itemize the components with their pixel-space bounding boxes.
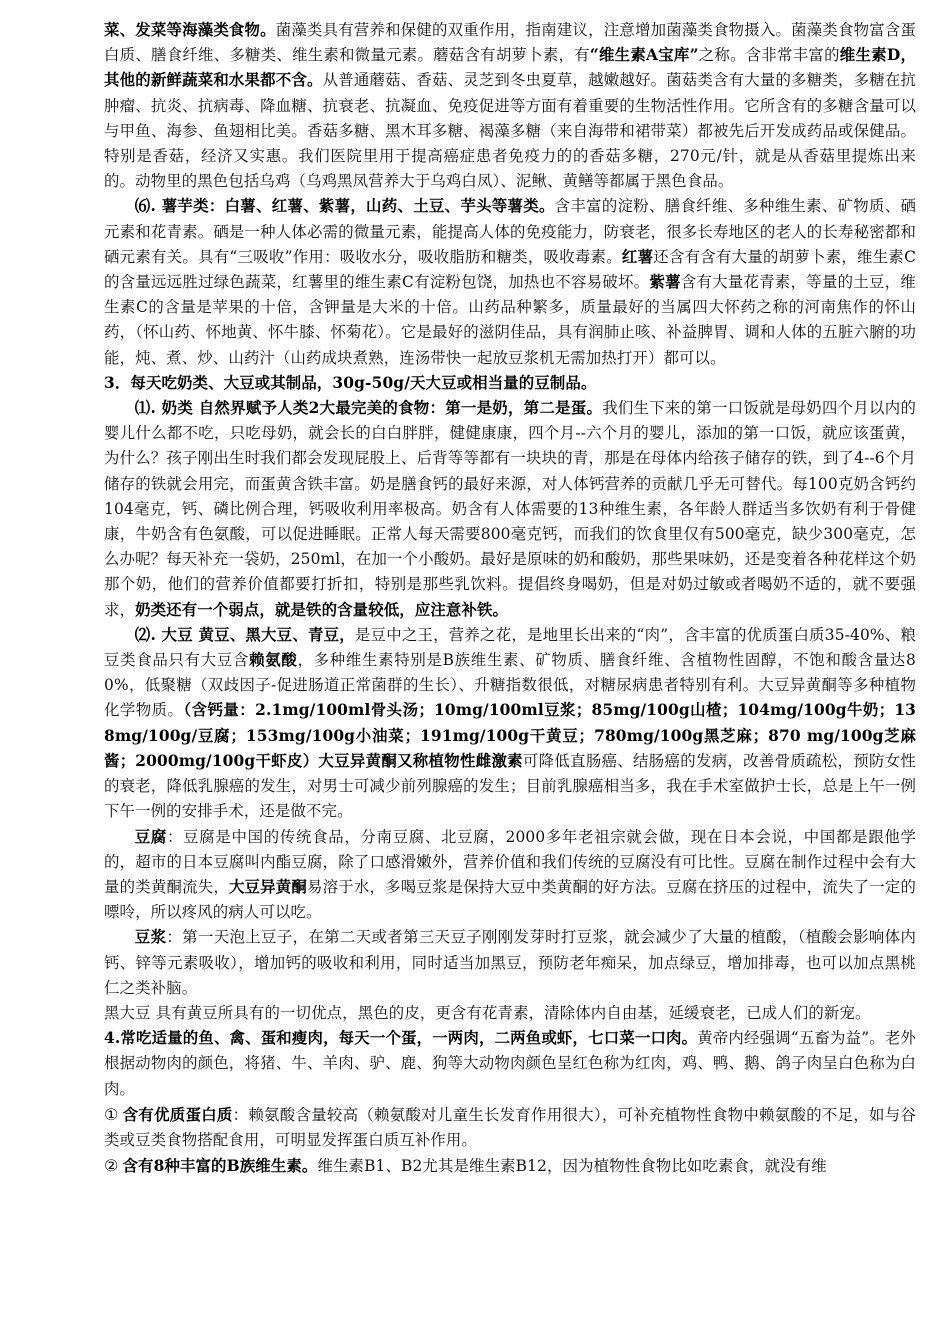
body-text: ：第一天泡上豆子，在第二天或者第三天豆子刚刚发芽时打豆浆，就会减少了大量的植酸，（植酸会影响体内钙、锌等元素吸收），增加钙的吸收和利用，同时适当加黑豆，预防老年痴呆，加点绿豆，增加排毒，也可以加点黑桃仁之类补脑。 (104, 928, 916, 997)
bold-text: “维生素A宝库” (589, 46, 699, 65)
bold-text: 含有优质蛋白质 (122, 1105, 233, 1124)
body-text: 之称。含非常丰富的 (698, 46, 840, 65)
body-text: 从普通蘑菇、香菇、灵芝到冬虫夏草，越嫩越好。菌菇类含有大量的多糖类，多糖在抗肿瘤、抗炎、抗病毒、降血糖、抗衰老、抗凝血、免疫促进等方面有着重要的生物活性作用。它所含有的多糖含量可以与甲鱼、海参、鱼翅相比美。香菇多糖、黑木耳多糖、褐藻多糖（来自海带和裙带菜）都被先后开发成药品或保健品。特别是香菇，经济又实惠。我们医院里用于提高癌症患者免疫力的的香菇多糖，270元/针，就是从香菇里提炼出来的。动物里的黑色包括乌鸡（乌鸡黑凤营养大于乌鸡白凤）、泥鳅、黄鳝等都属于黑色食品。 (104, 71, 916, 191)
heading-3 (104, 371, 916, 396)
body-text: 还含有含有大量的胡萝卜素，维生素C的含量远远胜过绿色蔬菜，红薯里的维生素C有淀粉包饶，加热也不容易破坏。 (104, 247, 916, 292)
bold-text: ⑵. 大豆 黄豆、黑大豆、青豆， (134, 625, 355, 644)
list-marker: ② (104, 1156, 119, 1176)
list-marker: ① (104, 1104, 119, 1124)
bold-text: 豆浆 (134, 928, 167, 947)
body-text: ，多种维生素特别是B族维生素、矿物质、膳食纤维、含植物性固醇，不饱和酸含量达80%，低聚糖（双歧因子-促进肠道正常菌群的生长）、升糖指数很低，对糖尿病患者特别有利。大豆异黄酮等多种植物化学物质。 (104, 651, 917, 720)
bold-text: 紫薯 (649, 273, 681, 292)
para-tofu (104, 825, 916, 926)
body-text: 易溶于水，多喝豆浆是保持大豆中类黄酮的好方法。豆腐在挤压的过程中，流失了一定的嘌呤，所以疼风的病人可以吃。 (104, 877, 916, 922)
document-page (104, 18, 916, 1179)
bold-text: 菜、发菜等海藻类食物。 (104, 21, 276, 39)
body-text: 黄帝内经强调“五畜为益”。老外根据动物肉的颜色，将猪、牛、羊肉、驴、鹿、狗等大动物肉颜色呈红色称为红肉，鸡、鸭、鹅、鸽子肉呈白色称为白肉。 (104, 1029, 916, 1098)
bold-text: 红薯 (621, 247, 654, 266)
body-text: 我们生下来的第一口饭就是母奶四个月以内的婴儿什么都不吃，只吃母奶，就会长的白白胖胖，健健康康，四个月--六个月的婴儿，添加的第一口饭，就应该蛋黄，为什么？孩子刚出生时我们都会发现屁股上、后背等等都有一块块的青，那是在母体内给孩子储存的铁，到了4--6个月储存的铁就会用完，而蛋黄含铁丰富。奶是膳食钙的最好来源，对人体钙营养的贡献几乎无可替代。每100克奶含钙约104毫克，钙、磷比例合理，钙吸收利用率极高。奶含有人体需要的13种维生素，各年龄人群适当多饮奶有利于骨健康，牛奶含有色氨酸，可以促进睡眠。正常人每天需要800毫克钙，而我们的饮食里仅有500毫克，缺少300毫克，怎么办呢？每天补充一袋奶，250ml，在加一个小酸奶。最好是原味的奶和酸奶，那些果味奶，还是变着各种花样这个奶那个奶，他们的营养价值都要打折扣，特别是那些乳饮料。提倡终身喝奶，但是对奶过敏或者喝奶不适的，就不要强求， (104, 399, 916, 619)
bold-text: 赖氨酸 (249, 651, 298, 670)
para-soy (104, 623, 916, 825)
body-text: ：豆腐是中国的传统食品，分南豆腐、北豆腐，2000多年老祖宗就会做，现在日本会说，中国都是跟他学的，超市的日本豆腐叫内酯豆腐，除了口感滑嫩外，营养价值和我们传统的豆腐没有可比性。豆腐在制作过程中会有大量的类黄酮流失， (104, 827, 916, 896)
para-algae (104, 18, 916, 194)
bold-text: （含钙量：2.1mg/100ml骨头汤；10mg/100ml豆浆；85mg/100g山楂；104mg/100g牛奶；138mg/100g/豆腐；153mg/100g小油菜；191mg/100g干黄豆；780mg/100g黑芝麻；870 mg/100g芝麻酱；2000mg/100g干虾皮）大豆异黄酮又称植物性雌激素 (104, 701, 916, 770)
item-2 (104, 1153, 916, 1179)
body-text: 黑大豆 具有黄豆所具有的一切优点，黑色的皮，更含有花青素，清除体内自由基，延缓衰老，已成人们的新宠。 (104, 1003, 871, 1022)
bold-text: ⑹. 薯芋类：白薯、红薯、紫薯，山药、土豆、芋头等薯类。 (134, 197, 555, 216)
para-blackbean (104, 1001, 916, 1026)
body-text: 菌藻类具有营养和保健的双重作用，指南建议，注意增加菌藻类食物摄入。菌藻类食物富含蛋白质、膳食纤维、多糖类、维生素和微量元素。蘑菇含有胡萝卜素，有 (104, 21, 917, 65)
item-1 (104, 1102, 916, 1153)
body-text: 可降低直肠癌、结肠癌的发病，改善骨质疏松，预防女性的衰老，降低乳腺癌的发生，对男士可减少前列腺癌的发生；目前乳腺癌相当多，我在手术室做护士长，总是上午一例下午一例的安排手术，还是做不完。 (104, 751, 916, 821)
bold-text: 3．每天吃奶类、大豆或其制品，30g-50g/天大豆或相当量的豆制品。 (104, 373, 597, 392)
body-text: 含丰富的淀粉、膳食纤维、多种维生素、矿物质、硒元素和花青素。硒是一种人体必需的微量元素，能提高人体的免疫能力，防衰老，很多长寿地区的老人的长寿秘密都和硒元素有关。具有“三吸收”作用：吸收水分，吸收脂肪和糖类，吸收毒素。 (104, 197, 917, 266)
para-milk (104, 396, 916, 623)
body-text: 含有大量花青素，等量的土豆，维生素C的含量是苹果的十倍，含钾量是大米的十倍。山药品种繁多，质量最好的当属四大怀药之称的河南焦作的怀山药，（怀山药、怀地黄、怀牛膝、怀菊花）。它是最好的滋阴佳品，具有润肺止咳、补益脾胃、调和人体的五脏六腑的功能，炖、煮、炒、山药汁（山药成块煮熟，连汤带快一起放豆浆机无需加热打开）都可以。 (104, 273, 916, 367)
para-tubers (104, 194, 916, 370)
bold-text: ⑴. 奶类 自然界赋予人类2大最完美的食物：第一是奶，第二是蛋。 (134, 399, 603, 418)
bold-text: 豆腐 (134, 827, 168, 846)
body-text: 维生素B1、B2尤其是维生素B12，因为植物性食物比如吃素食，就没有维 (317, 1157, 827, 1176)
para-soymilk (104, 925, 916, 1001)
bold-text: 含有8种丰富的B族维生素。 (122, 1157, 318, 1176)
body-text: ：赖氨酸含量较高（赖氨酸对儿童生长发育作用很大），可补充植物性食物中赖氨酸的不足，如与谷类或豆类食物搭配食用，可明显发挥蛋白质互补作用。 (104, 1105, 916, 1149)
heading-4 (104, 1026, 916, 1102)
bold-text: 大豆异黄酮 (228, 877, 308, 896)
bold-text: 维生素D，其他的新鲜蔬菜和水果都不含。 (104, 46, 916, 90)
bold-text: 奶类还有一个弱点，就是铁的含量较低，应注意补铁。 (135, 600, 509, 619)
bold-text: 4.常吃适量的鱼、禽、蛋和瘦肉，每天一个蛋，一两肉，二两鱼或虾，七口菜一口肉。 (104, 1029, 698, 1048)
body-text: 是豆中之王，营养之花，是地里长出来的“肉”，含丰富的优质蛋白质35-40%、粮豆类食品只有大豆含 (104, 625, 916, 670)
